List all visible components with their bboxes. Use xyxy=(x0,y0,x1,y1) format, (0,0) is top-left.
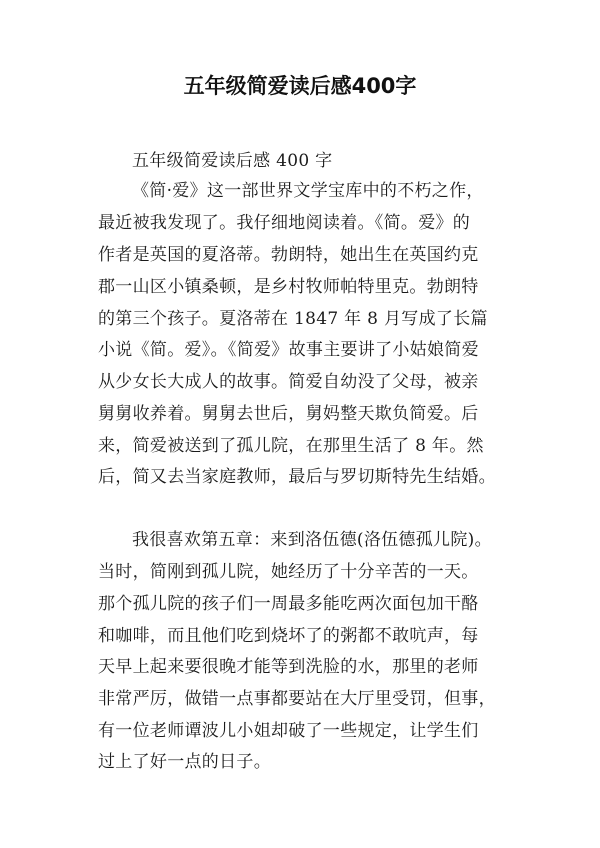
body-line: 的第三个孩子。夏洛蒂在 1847 年 8 月写成了长篇 xyxy=(98,309,488,329)
body-line: 和咖啡，而且他们吃到烧坏了的粥都不敢吭声，每 xyxy=(98,626,479,646)
body-line: 非常严厉，做错一点事都要站在大厅里受罚，但事， xyxy=(98,689,496,709)
body-line: 从少女长大成人的故事。简爱自幼没了父母，被亲 xyxy=(98,372,479,392)
body-line: 作者是英国的夏洛蒂。勃朗特，她出生在英国约克 xyxy=(98,245,479,265)
body-line: 当时，简刚到孤儿院，她经历了十分辛苦的一天。 xyxy=(98,562,479,582)
body-line: 有一位老师谭波儿小姐却破了一些规定，让学生们 xyxy=(98,721,479,741)
body-line: 那个孤儿院的孩子们一周最多能吃两次面包加干酪 xyxy=(98,594,479,614)
body-line: 来，简爱被送到了孤儿院，在那里生活了 8 年。然 xyxy=(98,436,484,456)
body-line: 后，简又去当家庭教师，最后与罗切斯特先生结婚。 xyxy=(98,467,496,487)
body-line: 《简·爱》这一部世界文学宝库中的不朽之作， xyxy=(132,181,484,201)
body-line: 最近被我发现了。我仔细地阅读着。《简。爱》的 xyxy=(98,213,471,233)
document-title: 五年级简爱读后感400字 xyxy=(183,74,417,98)
body-line: 舅舅收养着。舅舅去世后，舅妈整天欺负简爱。后 xyxy=(98,404,479,424)
body-line: 天早上起来要很晚才能等到洗脸的水，那里的老师 xyxy=(98,657,479,677)
body-line: 过上了好一点的日子。 xyxy=(98,752,271,772)
body-line: 我很喜欢第五章：来到洛伍德(洛伍德孤儿院)。 xyxy=(132,530,492,550)
body-line: 郡一山区小镇桑顿，是乡村牧师帕特里克。勃朗特 xyxy=(98,277,479,297)
body-line: 小说《简。爱》。《简爱》故事主要讲了小姑娘简爱 xyxy=(98,340,479,360)
body-line-subtitle: 五年级简爱读后感 400 字 xyxy=(132,151,333,171)
